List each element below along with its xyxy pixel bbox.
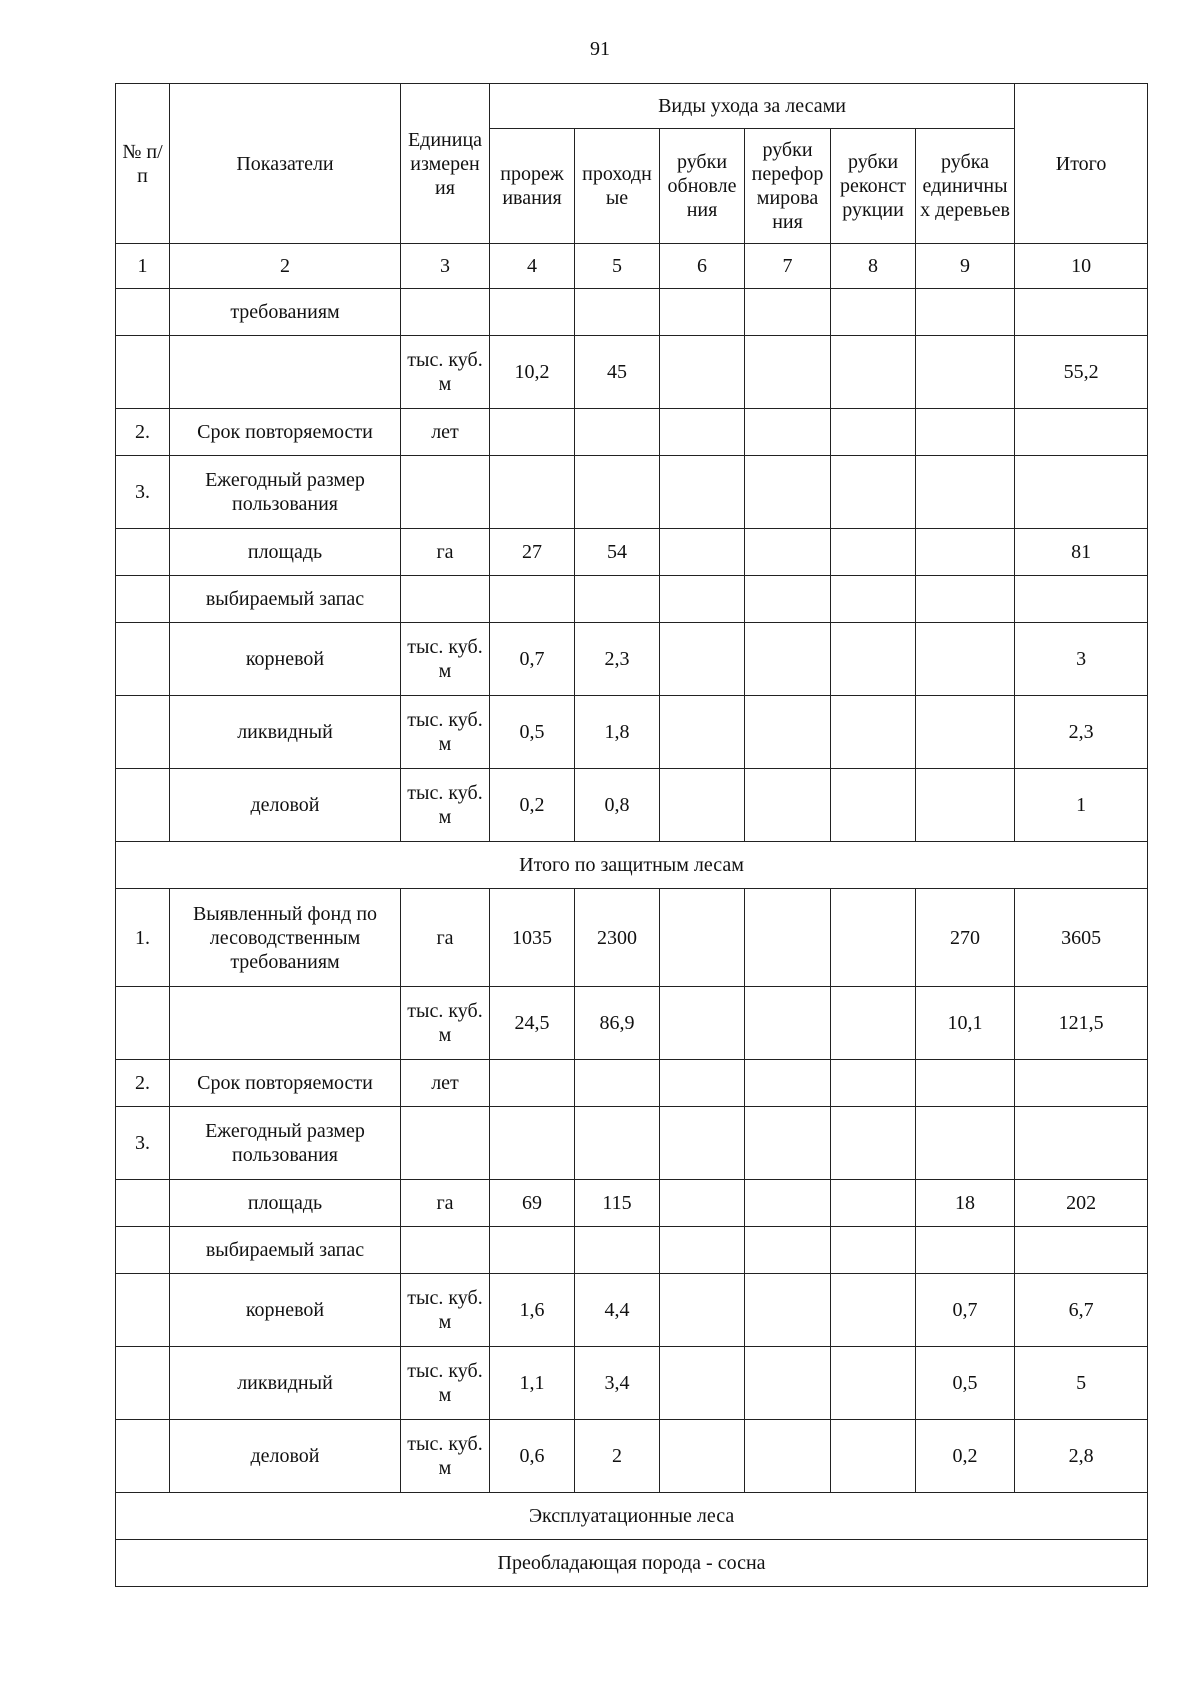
reformation-cell	[745, 1107, 831, 1180]
column-number: 9	[916, 244, 1015, 289]
reconstruction-cell	[831, 1347, 916, 1420]
reconstruction-cell	[831, 696, 916, 769]
single-tree-cell	[916, 409, 1015, 456]
passing-cell: 86,9	[575, 987, 660, 1060]
thinning-cell	[490, 409, 575, 456]
row-number-cell	[116, 987, 170, 1060]
page-number: 91	[590, 38, 610, 60]
single-tree-cell	[916, 529, 1015, 576]
table-row	[116, 1060, 1148, 1107]
renewal-cell	[660, 529, 745, 576]
single-tree-cell	[916, 623, 1015, 696]
row-number-cell	[116, 623, 170, 696]
row-number-cell	[116, 1420, 170, 1493]
thinning-cell: 1035	[490, 889, 575, 987]
row-number-cell	[116, 1347, 170, 1420]
reformation-cell	[745, 289, 831, 336]
row-number-cell	[116, 289, 170, 336]
unit-cell: тыс. куб. м	[401, 1420, 490, 1493]
passing-cell: 0,8	[575, 769, 660, 842]
column-number: 3	[401, 244, 490, 289]
unit-cell	[401, 576, 490, 623]
reformation-cell	[745, 1274, 831, 1347]
renewal-cell	[660, 289, 745, 336]
total-cell	[1015, 289, 1148, 336]
thinning-cell	[490, 576, 575, 623]
section-row	[116, 1493, 1148, 1540]
row-number-cell: 3.	[116, 456, 170, 529]
renewal-cell	[660, 987, 745, 1060]
table-row	[116, 623, 1148, 696]
forest-care-table	[115, 83, 1148, 1587]
unit-cell: тыс. куб. м	[401, 1274, 490, 1347]
reconstruction-cell	[831, 987, 916, 1060]
header-single-tree-cutting: рубка единичны х деревьев	[916, 129, 1015, 244]
unit-cell: га	[401, 529, 490, 576]
passing-cell: 1,8	[575, 696, 660, 769]
single-tree-cell	[916, 289, 1015, 336]
header-total: Итого	[1015, 84, 1148, 244]
row-number-cell	[116, 1227, 170, 1274]
header-thinning: прореж ивания	[490, 129, 575, 244]
reformation-cell	[745, 889, 831, 987]
thinning-cell: 69	[490, 1180, 575, 1227]
row-number-cell: 2.	[116, 1060, 170, 1107]
single-tree-cell: 0,5	[916, 1347, 1015, 1420]
column-number: 2	[170, 244, 401, 289]
single-tree-cell	[916, 1107, 1015, 1180]
passing-cell: 115	[575, 1180, 660, 1227]
reformation-cell	[745, 1180, 831, 1227]
total-cell	[1015, 456, 1148, 529]
table-row	[116, 1420, 1148, 1493]
thinning-cell: 24,5	[490, 987, 575, 1060]
passing-cell	[575, 456, 660, 529]
column-number: 1	[116, 244, 170, 289]
section-row	[116, 1540, 1148, 1587]
indicator-cell: выбираемый запас	[170, 576, 401, 623]
section-title: Эксплуатационные леса	[116, 1493, 1148, 1540]
thinning-cell: 27	[490, 529, 575, 576]
reconstruction-cell	[831, 889, 916, 987]
single-tree-cell: 0,2	[916, 1420, 1015, 1493]
reformation-cell	[745, 987, 831, 1060]
table-row	[116, 336, 1148, 409]
column-numbers-row	[116, 244, 1148, 289]
single-tree-cell: 0,7	[916, 1274, 1015, 1347]
table-row	[116, 769, 1148, 842]
unit-cell	[401, 289, 490, 336]
reformation-cell	[745, 456, 831, 529]
reconstruction-cell	[831, 1060, 916, 1107]
table-body	[116, 289, 1148, 1587]
total-cell: 3605	[1015, 889, 1148, 987]
passing-cell	[575, 289, 660, 336]
total-cell: 202	[1015, 1180, 1148, 1227]
indicator-cell: деловой	[170, 1420, 401, 1493]
unit-cell: тыс. куб. м	[401, 1347, 490, 1420]
reconstruction-cell	[831, 1180, 916, 1227]
single-tree-cell	[916, 576, 1015, 623]
header-indicators: Показатели	[170, 84, 401, 244]
table-row	[116, 1274, 1148, 1347]
passing-cell	[575, 1060, 660, 1107]
unit-cell: тыс. куб. м	[401, 623, 490, 696]
indicator-cell: Ежегодный размер пользования	[170, 456, 401, 529]
total-cell: 5	[1015, 1347, 1148, 1420]
reconstruction-cell	[831, 289, 916, 336]
indicator-cell: корневой	[170, 623, 401, 696]
passing-cell	[575, 1107, 660, 1180]
thinning-cell: 0,5	[490, 696, 575, 769]
column-number: 8	[831, 244, 916, 289]
unit-cell	[401, 1107, 490, 1180]
header-reformation-cuttings: рубки перефор мирова ния	[745, 129, 831, 244]
renewal-cell	[660, 1227, 745, 1274]
row-number-cell	[116, 1180, 170, 1227]
passing-cell: 3,4	[575, 1347, 660, 1420]
column-number: 10	[1015, 244, 1148, 289]
table-row	[116, 889, 1148, 987]
total-cell: 121,5	[1015, 987, 1148, 1060]
indicator-cell: выбираемый запас	[170, 1227, 401, 1274]
single-tree-cell: 270	[916, 889, 1015, 987]
thinning-cell: 1,1	[490, 1347, 575, 1420]
table-row	[116, 1107, 1148, 1180]
passing-cell	[575, 576, 660, 623]
single-tree-cell	[916, 696, 1015, 769]
single-tree-cell: 10,1	[916, 987, 1015, 1060]
renewal-cell	[660, 1420, 745, 1493]
unit-cell: га	[401, 1180, 490, 1227]
single-tree-cell	[916, 769, 1015, 842]
total-cell: 6,7	[1015, 1274, 1148, 1347]
indicator-cell: корневой	[170, 1274, 401, 1347]
column-number: 5	[575, 244, 660, 289]
single-tree-cell	[916, 336, 1015, 409]
renewal-cell	[660, 336, 745, 409]
header-passing-cuttings: проходн ые	[575, 129, 660, 244]
reformation-cell	[745, 623, 831, 696]
reformation-cell	[745, 1420, 831, 1493]
passing-cell: 4,4	[575, 1274, 660, 1347]
header-row-number: № п/п	[116, 84, 170, 244]
thinning-cell: 0,7	[490, 623, 575, 696]
table-row	[116, 696, 1148, 769]
thinning-cell	[490, 1107, 575, 1180]
reformation-cell	[745, 336, 831, 409]
unit-cell: лет	[401, 1060, 490, 1107]
reformation-cell	[745, 1227, 831, 1274]
header-reconstruction-cuttings: рубки реконст рукции	[831, 129, 916, 244]
reconstruction-cell	[831, 456, 916, 529]
single-tree-cell: 18	[916, 1180, 1015, 1227]
renewal-cell	[660, 1180, 745, 1227]
table-row	[116, 289, 1148, 336]
passing-cell: 2300	[575, 889, 660, 987]
renewal-cell	[660, 1107, 745, 1180]
indicator-cell: требованиям	[170, 289, 401, 336]
unit-cell: тыс. куб. м	[401, 336, 490, 409]
reformation-cell	[745, 769, 831, 842]
section-title: Итого по защитным лесам	[116, 842, 1148, 889]
indicator-cell: площадь	[170, 529, 401, 576]
renewal-cell	[660, 409, 745, 456]
thinning-cell: 10,2	[490, 336, 575, 409]
passing-cell: 2,3	[575, 623, 660, 696]
renewal-cell	[660, 576, 745, 623]
total-cell	[1015, 1107, 1148, 1180]
reconstruction-cell	[831, 409, 916, 456]
renewal-cell	[660, 1274, 745, 1347]
reconstruction-cell	[831, 1274, 916, 1347]
indicator-cell: Выявленный фонд по лесоводственным требованиям	[170, 889, 401, 987]
renewal-cell	[660, 1347, 745, 1420]
total-cell	[1015, 1060, 1148, 1107]
unit-cell: га	[401, 889, 490, 987]
thinning-cell: 0,6	[490, 1420, 575, 1493]
header-unit: Единица измерен ия	[401, 84, 490, 244]
row-number-cell	[116, 1274, 170, 1347]
header-care-types: Виды ухода за лесами	[490, 84, 1015, 129]
row-number-cell	[116, 336, 170, 409]
table-row	[116, 987, 1148, 1060]
row-number-cell: 3.	[116, 1107, 170, 1180]
reconstruction-cell	[831, 576, 916, 623]
passing-cell: 45	[575, 336, 660, 409]
passing-cell: 54	[575, 529, 660, 576]
reconstruction-cell	[831, 1420, 916, 1493]
indicator-cell: площадь	[170, 1180, 401, 1227]
reformation-cell	[745, 696, 831, 769]
indicator-cell: ликвидный	[170, 696, 401, 769]
single-tree-cell	[916, 456, 1015, 529]
total-cell: 2,3	[1015, 696, 1148, 769]
reformation-cell	[745, 1060, 831, 1107]
column-number: 7	[745, 244, 831, 289]
total-cell: 55,2	[1015, 336, 1148, 409]
renewal-cell	[660, 769, 745, 842]
renewal-cell	[660, 623, 745, 696]
unit-cell: тыс. куб. м	[401, 769, 490, 842]
indicator-cell: Ежегодный размер пользования	[170, 1107, 401, 1180]
renewal-cell	[660, 456, 745, 529]
reformation-cell	[745, 529, 831, 576]
indicator-cell	[170, 336, 401, 409]
table-row	[116, 456, 1148, 529]
single-tree-cell	[916, 1060, 1015, 1107]
reconstruction-cell	[831, 769, 916, 842]
table-row	[116, 1347, 1148, 1420]
single-tree-cell	[916, 1227, 1015, 1274]
indicator-cell	[170, 987, 401, 1060]
passing-cell: 2	[575, 1420, 660, 1493]
total-cell: 1	[1015, 769, 1148, 842]
renewal-cell	[660, 1060, 745, 1107]
unit-cell: лет	[401, 409, 490, 456]
total-cell: 3	[1015, 623, 1148, 696]
row-number-cell: 2.	[116, 409, 170, 456]
indicator-cell: ликвидный	[170, 1347, 401, 1420]
passing-cell	[575, 1227, 660, 1274]
total-cell: 81	[1015, 529, 1148, 576]
table-row	[116, 1227, 1148, 1274]
reconstruction-cell	[831, 623, 916, 696]
total-cell	[1015, 1227, 1148, 1274]
renewal-cell	[660, 889, 745, 987]
column-number: 4	[490, 244, 575, 289]
total-cell: 2,8	[1015, 1420, 1148, 1493]
total-cell	[1015, 576, 1148, 623]
indicator-cell: Срок повторяемости	[170, 1060, 401, 1107]
table-row	[116, 409, 1148, 456]
table-row	[116, 529, 1148, 576]
table-row	[116, 576, 1148, 623]
thinning-cell: 0,2	[490, 769, 575, 842]
indicator-cell: Срок повторяемости	[170, 409, 401, 456]
row-number-cell	[116, 529, 170, 576]
thinning-cell	[490, 456, 575, 529]
row-number-cell	[116, 576, 170, 623]
thinning-cell	[490, 1227, 575, 1274]
unit-cell	[401, 456, 490, 529]
row-number-cell	[116, 769, 170, 842]
reconstruction-cell	[831, 1107, 916, 1180]
unit-cell: тыс. куб. м	[401, 987, 490, 1060]
reformation-cell	[745, 576, 831, 623]
renewal-cell	[660, 696, 745, 769]
thinning-cell	[490, 289, 575, 336]
unit-cell: тыс. куб. м	[401, 696, 490, 769]
unit-cell	[401, 1227, 490, 1274]
reformation-cell	[745, 409, 831, 456]
reformation-cell	[745, 1347, 831, 1420]
table-header	[116, 84, 1148, 289]
table-row	[116, 1180, 1148, 1227]
row-number-cell	[116, 696, 170, 769]
total-cell	[1015, 409, 1148, 456]
header-renewal-cuttings: рубки обновле ния	[660, 129, 745, 244]
reconstruction-cell	[831, 336, 916, 409]
thinning-cell	[490, 1060, 575, 1107]
section-title: Преобладающая порода - сосна	[116, 1540, 1148, 1587]
column-number: 6	[660, 244, 745, 289]
row-number-cell: 1.	[116, 889, 170, 987]
section-row	[116, 842, 1148, 889]
reconstruction-cell	[831, 1227, 916, 1274]
indicator-cell: деловой	[170, 769, 401, 842]
thinning-cell: 1,6	[490, 1274, 575, 1347]
passing-cell	[575, 409, 660, 456]
reconstruction-cell	[831, 529, 916, 576]
